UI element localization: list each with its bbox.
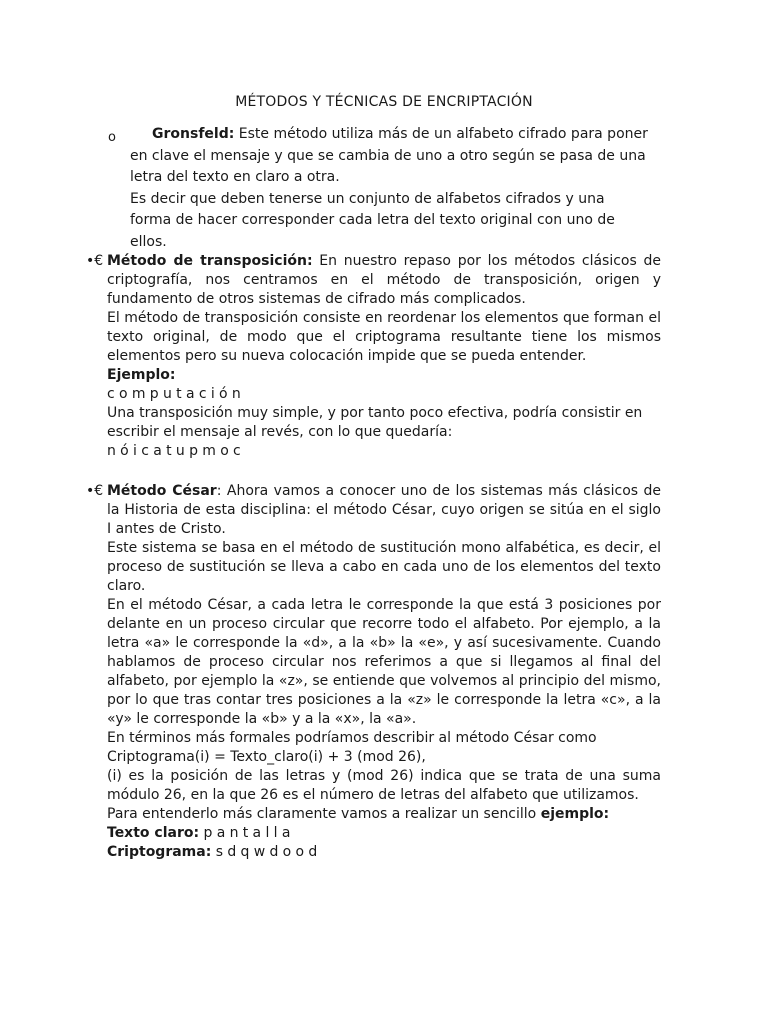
cesar-intro xyxy=(107,482,661,539)
transposicion-paragraph-2: El método de transposición consiste en reordenar los elementos que forman el texto original, de modo que el criptograma resultante tiene los mismos elementos pero su nueva colocación impide que se pueda entender. xyxy=(107,310,661,364)
cesar-section xyxy=(107,482,661,862)
transposicion-section xyxy=(107,252,661,461)
cesar-paragraph-6 xyxy=(107,805,661,824)
transposicion-paragraph-3: Una transposición muy simple, y por tanto poco efectiva, podría consistir en escribir el mensaje al revés, con lo que quedaría: xyxy=(107,405,643,440)
cipher-text-label: Criptograma: xyxy=(107,844,212,860)
cesar-formula: Criptograma(i) = Texto_claro(i) + 3 (mod 26), xyxy=(107,749,426,765)
reversed-word: nóicatupmoc xyxy=(107,443,246,459)
cesar-paragraph-2: Este sistema se basa en el método de sustitución mono alfabética, es decir, el proceso de sustitución se lleva a cabo en cada uno de los elementos del texto claro. xyxy=(107,540,661,594)
plain-text-label: Texto claro: xyxy=(107,825,200,841)
circle-bullet-icon: o xyxy=(108,130,116,145)
cesar-paragraph-3: En el método César, a cada letra le corresponde la que está 3 posiciones por delante en un proceso circular que recorre todo el alfabeto. Por ejemplo, a la letra «a» le corresponde la «d», a la «b» la «e», y así sucesivamente. Cuando hablamos de proceso circular nos referimos a que si llegamos al final del alfabeto, por ejemplo la «z», se entiende que volvemos al principio del mismo, por lo que tras contar tres posiciones a la «z» le corresponde la letra «c», a la «y» le corresponde la «b» y a la «x», la «a». xyxy=(107,597,661,727)
cesar-example-label: ejemplo: xyxy=(540,806,610,822)
plain-text-value: pantalla xyxy=(203,825,295,841)
gronsfeld-paragraph-2: Es decir que deben tenerse un conjunto de alfabetos cifrados y una forma de hacer corresponder cada letra del texto original con uno de ellos. xyxy=(130,190,615,250)
cesar-paragraph-5: (i) es la posición de las letras y (mod 26) indica que se trata de una suma módulo 26, en la que 26 es el número de letras del alfabeto que utilizamos. xyxy=(107,768,661,803)
example-label-text: Ejemplo: xyxy=(107,367,176,383)
cipher-text-value: sdqwdood xyxy=(215,844,322,860)
gronsfeld-term: Gronsfeld: xyxy=(152,126,235,142)
transposicion-term: Método de transposición: xyxy=(107,253,313,269)
page-title: MÉTODOS Y TÉCNICAS DE ENCRIPTACIÓN xyxy=(235,94,533,110)
transposicion-intro-text: En nuestro repaso por los métodos clásicos de criptografía, nos centramos en el método de transposición, origen y fundamento de otros sistemas de cifrado más complicados. xyxy=(107,253,661,307)
example-word: computación xyxy=(107,386,246,402)
transposicion-intro xyxy=(107,252,661,309)
gronsfeld-paragraph xyxy=(130,124,650,189)
cesar-intro-text: : Ahora vamos a conocer uno de los sistemas más clásicos de la Historia de esta disciplina: el método César, cuyo origen se sitúa en el siglo I antes de Cristo. xyxy=(107,483,662,537)
gronsfeld-section xyxy=(130,124,650,253)
cesar-paragraph-4: En términos más formales podríamos describir al método César como xyxy=(107,730,597,746)
example-label xyxy=(107,366,661,385)
plain-text-line xyxy=(107,824,661,843)
gronsfeld-text: Este método utiliza más de un alfabeto cifrado para poner en clave el mensaje y que se cambia de uno a otro según se pasa de una letra del texto en claro a otra. xyxy=(130,126,648,185)
cesar-paragraph-6-text: Para entenderlo más claramente vamos a realizar un sencillo xyxy=(107,806,541,822)
cesar-term: Método César xyxy=(107,483,217,499)
bullet-icon: •€ xyxy=(86,253,104,269)
bullet-icon: •€ xyxy=(86,483,104,499)
cipher-text-line xyxy=(107,843,661,862)
